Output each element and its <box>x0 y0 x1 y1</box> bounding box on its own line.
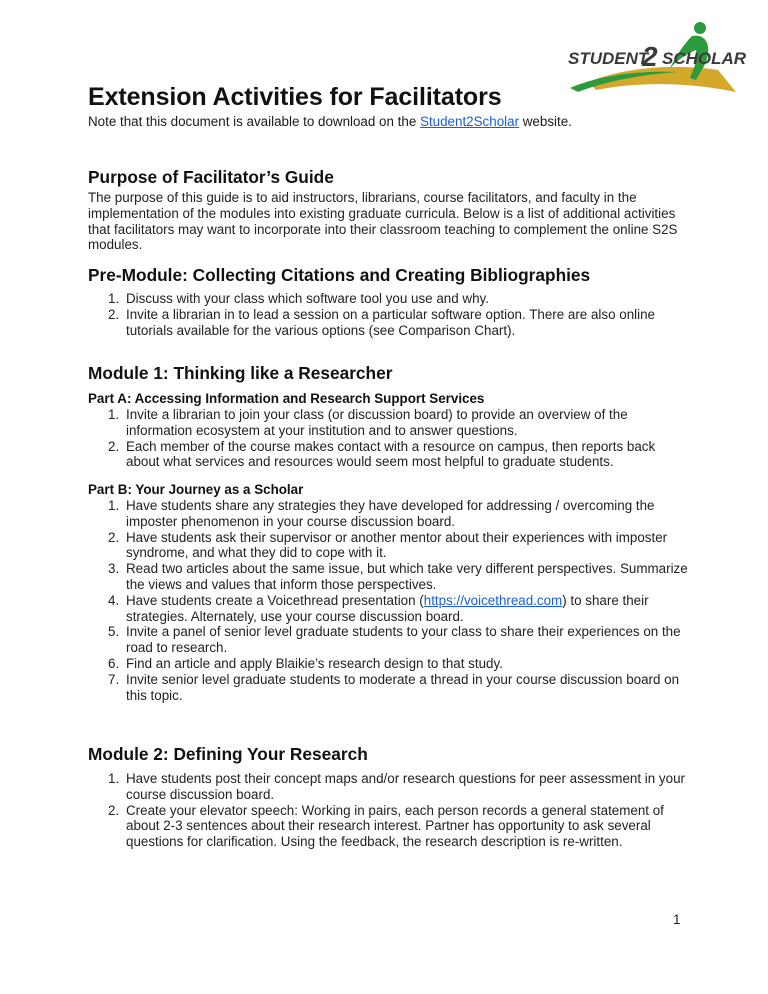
note-prefix: Note that this document is available to download on the <box>88 114 421 129</box>
list-text: Invite senior level graduate students to moderate a thread in your course discussion board on this topic. <box>126 671 680 703</box>
list-item <box>88 291 688 307</box>
voicethread-link[interactable]: https://voicethread.com <box>423 592 563 608</box>
download-note <box>88 114 572 129</box>
list-item <box>88 407 688 439</box>
logo-text-scholar: SCHOLAR <box>662 49 747 68</box>
module1-partB-heading: Part B: Your Journey as a Scholar <box>88 482 304 497</box>
list-text: Invite a panel of senior level graduate students to your class to share their experiences on the road to research. <box>126 624 681 656</box>
logo-graphic <box>568 14 758 94</box>
list-item <box>88 771 688 803</box>
list-item <box>88 672 688 704</box>
list-text: Invite a librarian to join your class (or discussion board) to provide an overview of the information ecosystem at your institution and to answer questions. <box>126 407 628 438</box>
student2scholar-logo <box>568 14 758 94</box>
list-item <box>88 439 688 471</box>
student2scholar-link[interactable]: Student2Scholar <box>420 114 520 129</box>
list-text: Have students share any strategies they have developed for addressing / overcoming the imposter phenomenon in your course discussion board. <box>126 498 655 529</box>
note-suffix: website. <box>519 114 572 129</box>
list-item <box>88 498 688 530</box>
list-item <box>88 561 688 593</box>
list-text: Have students post their concept maps and/or research questions for peer assessment in your course discussion board. <box>126 771 685 802</box>
list-text: Discuss with your class which software tool you use and why. <box>126 291 489 306</box>
module1-heading: Module 1: Thinking like a Researcher <box>88 363 393 383</box>
list-item <box>88 593 688 625</box>
list-item <box>88 530 688 562</box>
list-number: 1. <box>108 291 120 306</box>
page-number: 1 <box>673 912 681 927</box>
module2-heading: Module 2: Defining Your Research <box>88 744 368 764</box>
list-number: 2. <box>108 802 120 818</box>
premodule-list <box>88 291 688 338</box>
document-title: Extension Activities for Facilitators <box>88 83 502 111</box>
module1-partA-list <box>88 407 688 470</box>
list-number: 3. <box>108 561 120 577</box>
list-text: Have students ask their supervisor or another mentor about their experiences with imposter syndrome, and what they did to cope with it. <box>126 529 668 561</box>
list-number: 6. <box>108 655 120 671</box>
logo-text-2: 2 <box>642 41 658 72</box>
module2-list <box>88 771 688 850</box>
list-text: Read two articles about the same issue, but which take very different perspectives. Summarize the views and values that inform those perspectives. <box>126 561 688 592</box>
list-text: ) to share their strategies. Alternately, use your course discussion board. <box>126 592 649 624</box>
list-number: 2. <box>108 306 120 322</box>
list-number: 1. <box>108 771 120 786</box>
list-item <box>88 624 688 656</box>
purpose-body: The purpose of this guide is to aid instructors, librarians, course facilitators, and faculty in the implementation of the modules into existing graduate curricula. Below is a list of additional activities that facilitators may want to incorporate into their classroom teaching to complement the online S2S modules. <box>88 190 678 253</box>
list-text: Have students create a Voicethread presentation ( <box>126 592 424 608</box>
list-item <box>88 307 688 339</box>
logo-text-student: STUDENT <box>568 49 649 68</box>
list-text: Invite a librarian in to lead a session on a particular software option. There are also online tutorials available for the various options (see Comparison Chart). <box>126 306 655 338</box>
list-number: 1. <box>108 498 120 513</box>
list-number: 5. <box>108 624 120 640</box>
purpose-heading: Purpose of Facilitator’s Guide <box>88 167 334 187</box>
list-number: 7. <box>108 671 120 687</box>
list-number: 2. <box>108 529 120 545</box>
list-text: Find an article and apply Blaikie’s research design to that study. <box>126 655 503 671</box>
list-number: 1. <box>108 407 120 422</box>
list-item <box>88 803 688 850</box>
list-number: 4. <box>108 592 120 608</box>
list-text: Create your elevator speech: Working in pairs, each person records a general statement of about 2-3 sentences about their research interest. Partner has opportunity to ask several questions for clarification. Using the feedback, the research description is re-written. <box>126 802 664 850</box>
module1-partB-list <box>88 498 688 703</box>
list-text: Each member of the course makes contact with a resource on campus, then reports back about what services and resources would seem most helpful to graduate students. <box>126 438 656 470</box>
list-number: 2. <box>108 438 120 454</box>
module1-partA-heading: Part A: Accessing Information and Research Support Services <box>88 391 485 406</box>
premodule-heading: Pre-Module: Collecting Citations and Creating Bibliographies <box>88 265 591 285</box>
list-item <box>88 656 688 672</box>
